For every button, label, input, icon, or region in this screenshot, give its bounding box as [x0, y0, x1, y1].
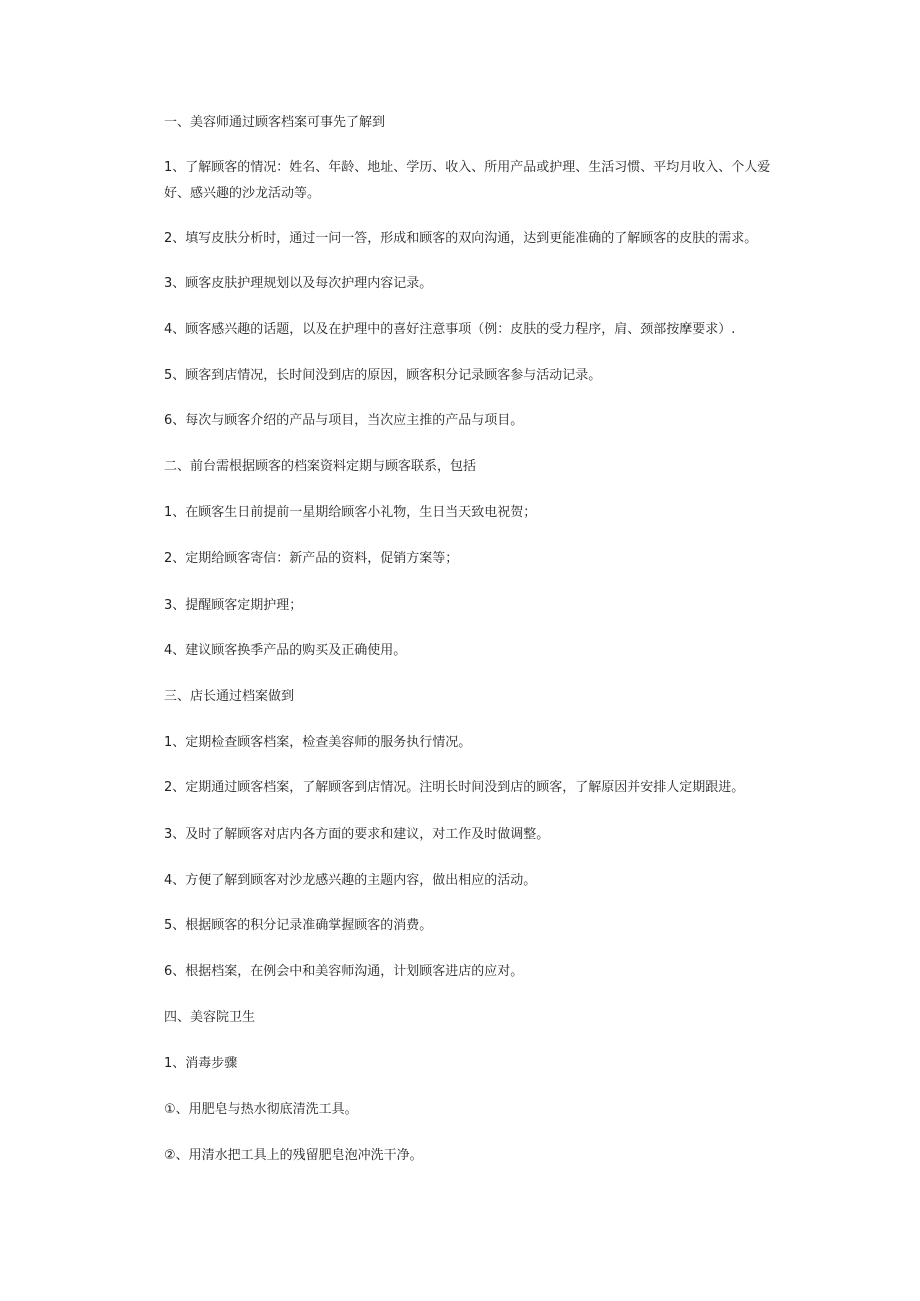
section-2-item-1: 1、在顾客生日前提前一星期给顾客小礼物，生日当天致电祝贺；: [164, 505, 537, 520]
section-1-item-3: 3、顾客皮肤护理规划以及每次护理内容记录。: [164, 276, 433, 291]
section-4-heading: 四、美容院卫生: [164, 1010, 256, 1025]
section-3-heading: 三、店长通过档案做到: [164, 689, 295, 704]
section-1-item-5: 5、顾客到店情况，长时间没到店的原因，顾客积分记录顾客参与活动记录。: [164, 368, 602, 383]
section-3-item-3: 3、及时了解顾客对店内各方面的要求和建议，对工作及时做调整。: [164, 827, 550, 842]
section-1-heading: 一、美容师通过顾客档案可事先了解到: [164, 115, 386, 130]
section-1-item-1-text: 1、了解顾客的情况：姓名、年龄、地址、学历、收入、所用产品或护理、生活习惯、平均月收入、个人爱好、感兴趣的沙龙活动等。: [164, 160, 771, 201]
section-3-item-4: 4、方便了解到顾客对沙龙感兴趣的主题内容，做出相应的活动。: [164, 873, 537, 888]
section-3-item-6: 6、根据档案，在例会中和美容师沟通，计划顾客进店的应对。: [164, 964, 524, 979]
section-4-step-1: ①、用肥皂与热水彻底清洗工具。: [164, 1102, 358, 1117]
section-3-item-5: 5、根据顾客的积分记录准确掌握顾客的消费。: [164, 918, 433, 933]
section-1-item-4: 4、顾客感兴趣的话题，以及在护理中的喜好注意事项（例：皮肤的受力程序，肩、颈部按摩要求）.: [164, 322, 736, 337]
section-2-item-3: 3、提醒顾客定期护理；: [164, 598, 303, 613]
section-3-item-1: 1、定期检查顾客档案，检查美容师的服务执行情况。: [164, 735, 472, 750]
section-1-item-1: [164, 155, 784, 207]
section-3-item-2: 2、定期通过顾客档案，了解顾客到店情况。注明长时间没到店的顾客，了解原因并安排人定期跟进。: [164, 780, 745, 795]
section-1-item-2: 2、填写皮肤分析时，通过一问一答，形成和顾客的双向沟通，达到更能准确的了解顾客的皮肤的需求。: [164, 231, 758, 246]
section-2-item-2: 2、定期给顾客寄信：新产品的资料，促销方案等；: [164, 551, 459, 566]
section-4-step-2: ②、用清水把工具上的残留肥皂泡冲洗干净。: [164, 1148, 423, 1163]
section-1-item-6: 6、每次与顾客介绍的产品与项目，当次应主推的产品与项目。: [164, 413, 524, 428]
section-2-item-4: 4、建议顾客换季产品的购买及正确使用。: [164, 643, 407, 658]
section-4-sub-heading: 1、消毒步骤: [164, 1056, 238, 1071]
section-2-heading: 二、前台需根据顾客的档案资料定期与顾客联系，包括: [164, 459, 477, 474]
